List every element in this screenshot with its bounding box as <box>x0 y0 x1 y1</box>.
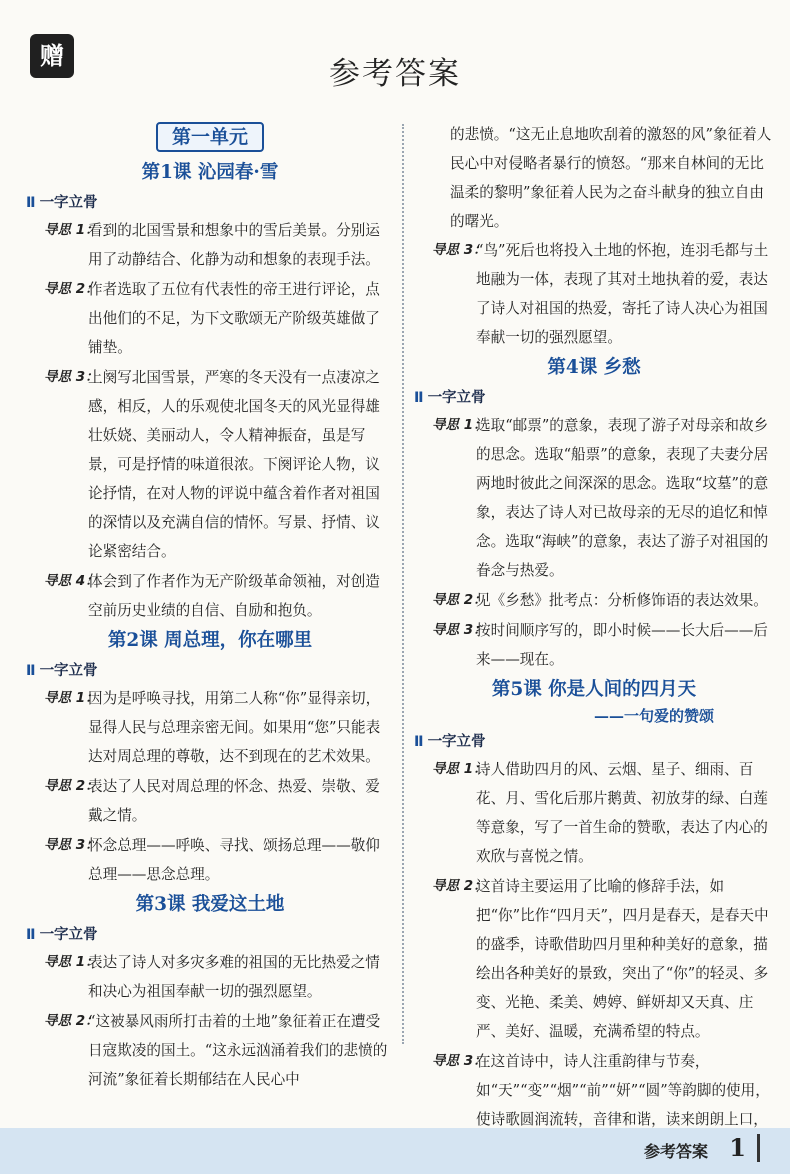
item-label: 导思 3： <box>44 837 99 853</box>
answer-item <box>26 567 394 625</box>
item-text: “鸟”死后也将投入土地的怀抱，连羽毛都与土地融为一体，表现了其对土地执着的爱，表达了诗人对祖国的热爱，寄托了诗人决心为祖国奉献一切的强烈愿望。 <box>476 242 769 346</box>
unit-heading: 第一单元 <box>156 122 264 152</box>
item-text: “这被暴风雨所打击着的土地”象征着正在遭受日寇欺凌的国土。“这永远汹涌着我们的悲愤的河流”象征着长期郁结在人民心中 <box>88 1013 388 1088</box>
answer-item <box>414 872 774 1046</box>
item-label: 导思 1： <box>44 954 99 970</box>
item-label: 导思 2： <box>44 778 99 794</box>
item-text: 表达了人民对周总理的怀念、热爱、崇敬、爱戴之情。 <box>88 778 380 824</box>
footer-label: 参考答案 <box>643 1142 708 1161</box>
item-label: 导思 3： <box>432 1053 487 1069</box>
item-text: 因为是呼唤寻找，用第二人称“你”显得亲切，显得人民与总理亲密无间。如果用“您”只能表达对周总理的尊敬，达不到现在的艺术效果。 <box>88 690 381 765</box>
answer-item <box>26 948 394 1006</box>
right-column <box>414 120 774 1164</box>
item-text: 表达了诗人对多灾多难的祖国的无比热爱之情和决心为祖国奉献一切的强烈愿望。 <box>88 954 380 1000</box>
item-label: 导思 1： <box>432 417 487 433</box>
answer-item <box>414 755 774 871</box>
item-text: 这首诗主要运用了比喻的修辞手法，如把“你”比作“四月天”，四月是春天，是春天中的盛季，诗歌借助四月里种种美好的意象，描绘出各种美好的景致，突出了“你”的轻灵、多变、光艳、柔美、娉婷、鲜妍却又天真、庄严、美好、温暖，充满希望的特点。 <box>476 878 769 1040</box>
answer-item <box>26 684 394 771</box>
answer-item <box>26 772 394 830</box>
answer-item <box>26 1007 394 1094</box>
gift-badge: 赠 <box>30 34 74 78</box>
page-title: 参考答案 <box>329 56 461 92</box>
answer-item <box>26 831 394 889</box>
page-number: 1 <box>729 1133 746 1162</box>
item-text: 诗人借助四月的风、云烟、星子、细雨、百花、月、雪化后那片鹅黄、初放芽的绿、白莲等意象，写了一首生命的赞歌，表达了内心的欢欣与喜悦之情。 <box>476 761 768 865</box>
item-text: 体会到了作者作为无产阶级革命领袖，对创造空前历史业绩的自信、自励和抱负。 <box>88 573 380 619</box>
item-label: 导思 2： <box>432 878 487 894</box>
section-heading: Ⅱ 一字立骨 <box>26 195 98 211</box>
section-heading: Ⅱ 一字立骨 <box>26 663 98 679</box>
lesson-title: 第3课 我爱这土地 <box>135 894 285 915</box>
item-label: 导思 4： <box>44 573 99 589</box>
answer-item <box>414 616 774 674</box>
section-bar-icon: Ⅱ <box>26 195 36 211</box>
section-heading: Ⅱ 一字立骨 <box>414 734 486 750</box>
item-text: 作者选取了五位有代表性的帝王进行评论，点出他们的不足，为下文歌颂无产阶级英雄做了铺垫。 <box>88 281 380 356</box>
left-column <box>26 120 394 1095</box>
item-text: 选取“邮票”的意象，表现了游子对母亲和故乡的思念。选取“船票”的意象，表现了夫妻分居两地时彼此之间深深的思念。选取“坟墓”的意象，表达了诗人对已故母亲的无尽的追忆和悼念。选取“海峡”的意象，表达了游子对祖国的眷念与热爱。 <box>476 417 769 579</box>
answer-item <box>26 275 394 362</box>
section-heading: Ⅱ 一字立骨 <box>26 927 98 943</box>
item-text: 见《乡愁》批考点：分析修饰语的表达效果。 <box>476 592 768 609</box>
item-label: 导思 1： <box>44 690 99 706</box>
item-text: 怀念总理——呼唤、寻找、颂扬总理——敬仰总理——思念总理。 <box>88 837 380 883</box>
continued-text: 的悲愤。“这无止息地吹刮着的激怒的风”象征着人民心中对侵略者暴行的愤怒。“那来自林间的无比温柔的黎明”象征着人民为之奋斗献身的独立自由的曙光。 <box>450 126 772 230</box>
footer-separator <box>757 1134 760 1162</box>
item-text: 上阕写北国雪景，严寒的冬天没有一点凄凉之感，相反，人的乐观使北国冬天的风光显得雄壮妖娆、美丽动人，令人精神振奋，虽是写景，可是抒情的味道很浓。下阕评论人物，议论抒情，在对人物的评说中蕴含着作者对祖国的深情以及充满自信的情怀。写景、抒情、议论紧密结合。 <box>88 369 380 560</box>
item-label: 导思 1： <box>432 761 487 777</box>
item-label: 导思 3： <box>432 242 487 258</box>
item-label: 导思 2： <box>44 1013 99 1029</box>
section-heading: Ⅱ 一字立骨 <box>414 390 486 406</box>
lesson-title: 第1课 沁园春·雪 <box>141 162 279 183</box>
item-label: 导思 1： <box>44 222 99 238</box>
item-label: 导思 2： <box>432 592 487 608</box>
answer-item <box>414 586 774 615</box>
section-bar-icon: Ⅱ <box>26 663 36 679</box>
section-bar-icon: Ⅱ <box>414 390 424 406</box>
item-text: 看到的北国雪景和想象中的雪后美景。分别运用了动静结合、化静为动和想象的表现手法。 <box>88 222 380 268</box>
lesson-subtitle: ——一句爱的赞颂 <box>593 707 714 725</box>
item-label: 导思 2： <box>44 281 99 297</box>
lesson-title: 第5课 你是人间的四月天 <box>491 679 697 700</box>
item-label: 导思 3： <box>44 369 99 385</box>
answer-item <box>414 411 774 585</box>
section-bar-icon: Ⅱ <box>26 927 36 943</box>
column-divider <box>402 124 404 1044</box>
answer-item <box>26 363 394 566</box>
section-bar-icon: Ⅱ <box>414 734 424 750</box>
item-label: 导思 3： <box>432 622 487 638</box>
lesson-title: 第2课 周总理，你在哪里 <box>107 630 313 651</box>
item-text: 按时间顺序写的，即小时候——长大后——后来——现在。 <box>476 622 768 668</box>
item-text: 在这首诗中，诗人注重韵律与节奏，如“天”“变”“烟”“前”“妍”“圆”等韵脚的使用，使诗歌圆润流转，音律和谐，读来朗朗上口， <box>476 1053 770 1128</box>
answer-item <box>26 216 394 274</box>
lesson-title: 第4课 乡愁 <box>547 357 641 378</box>
answer-item <box>414 236 774 352</box>
